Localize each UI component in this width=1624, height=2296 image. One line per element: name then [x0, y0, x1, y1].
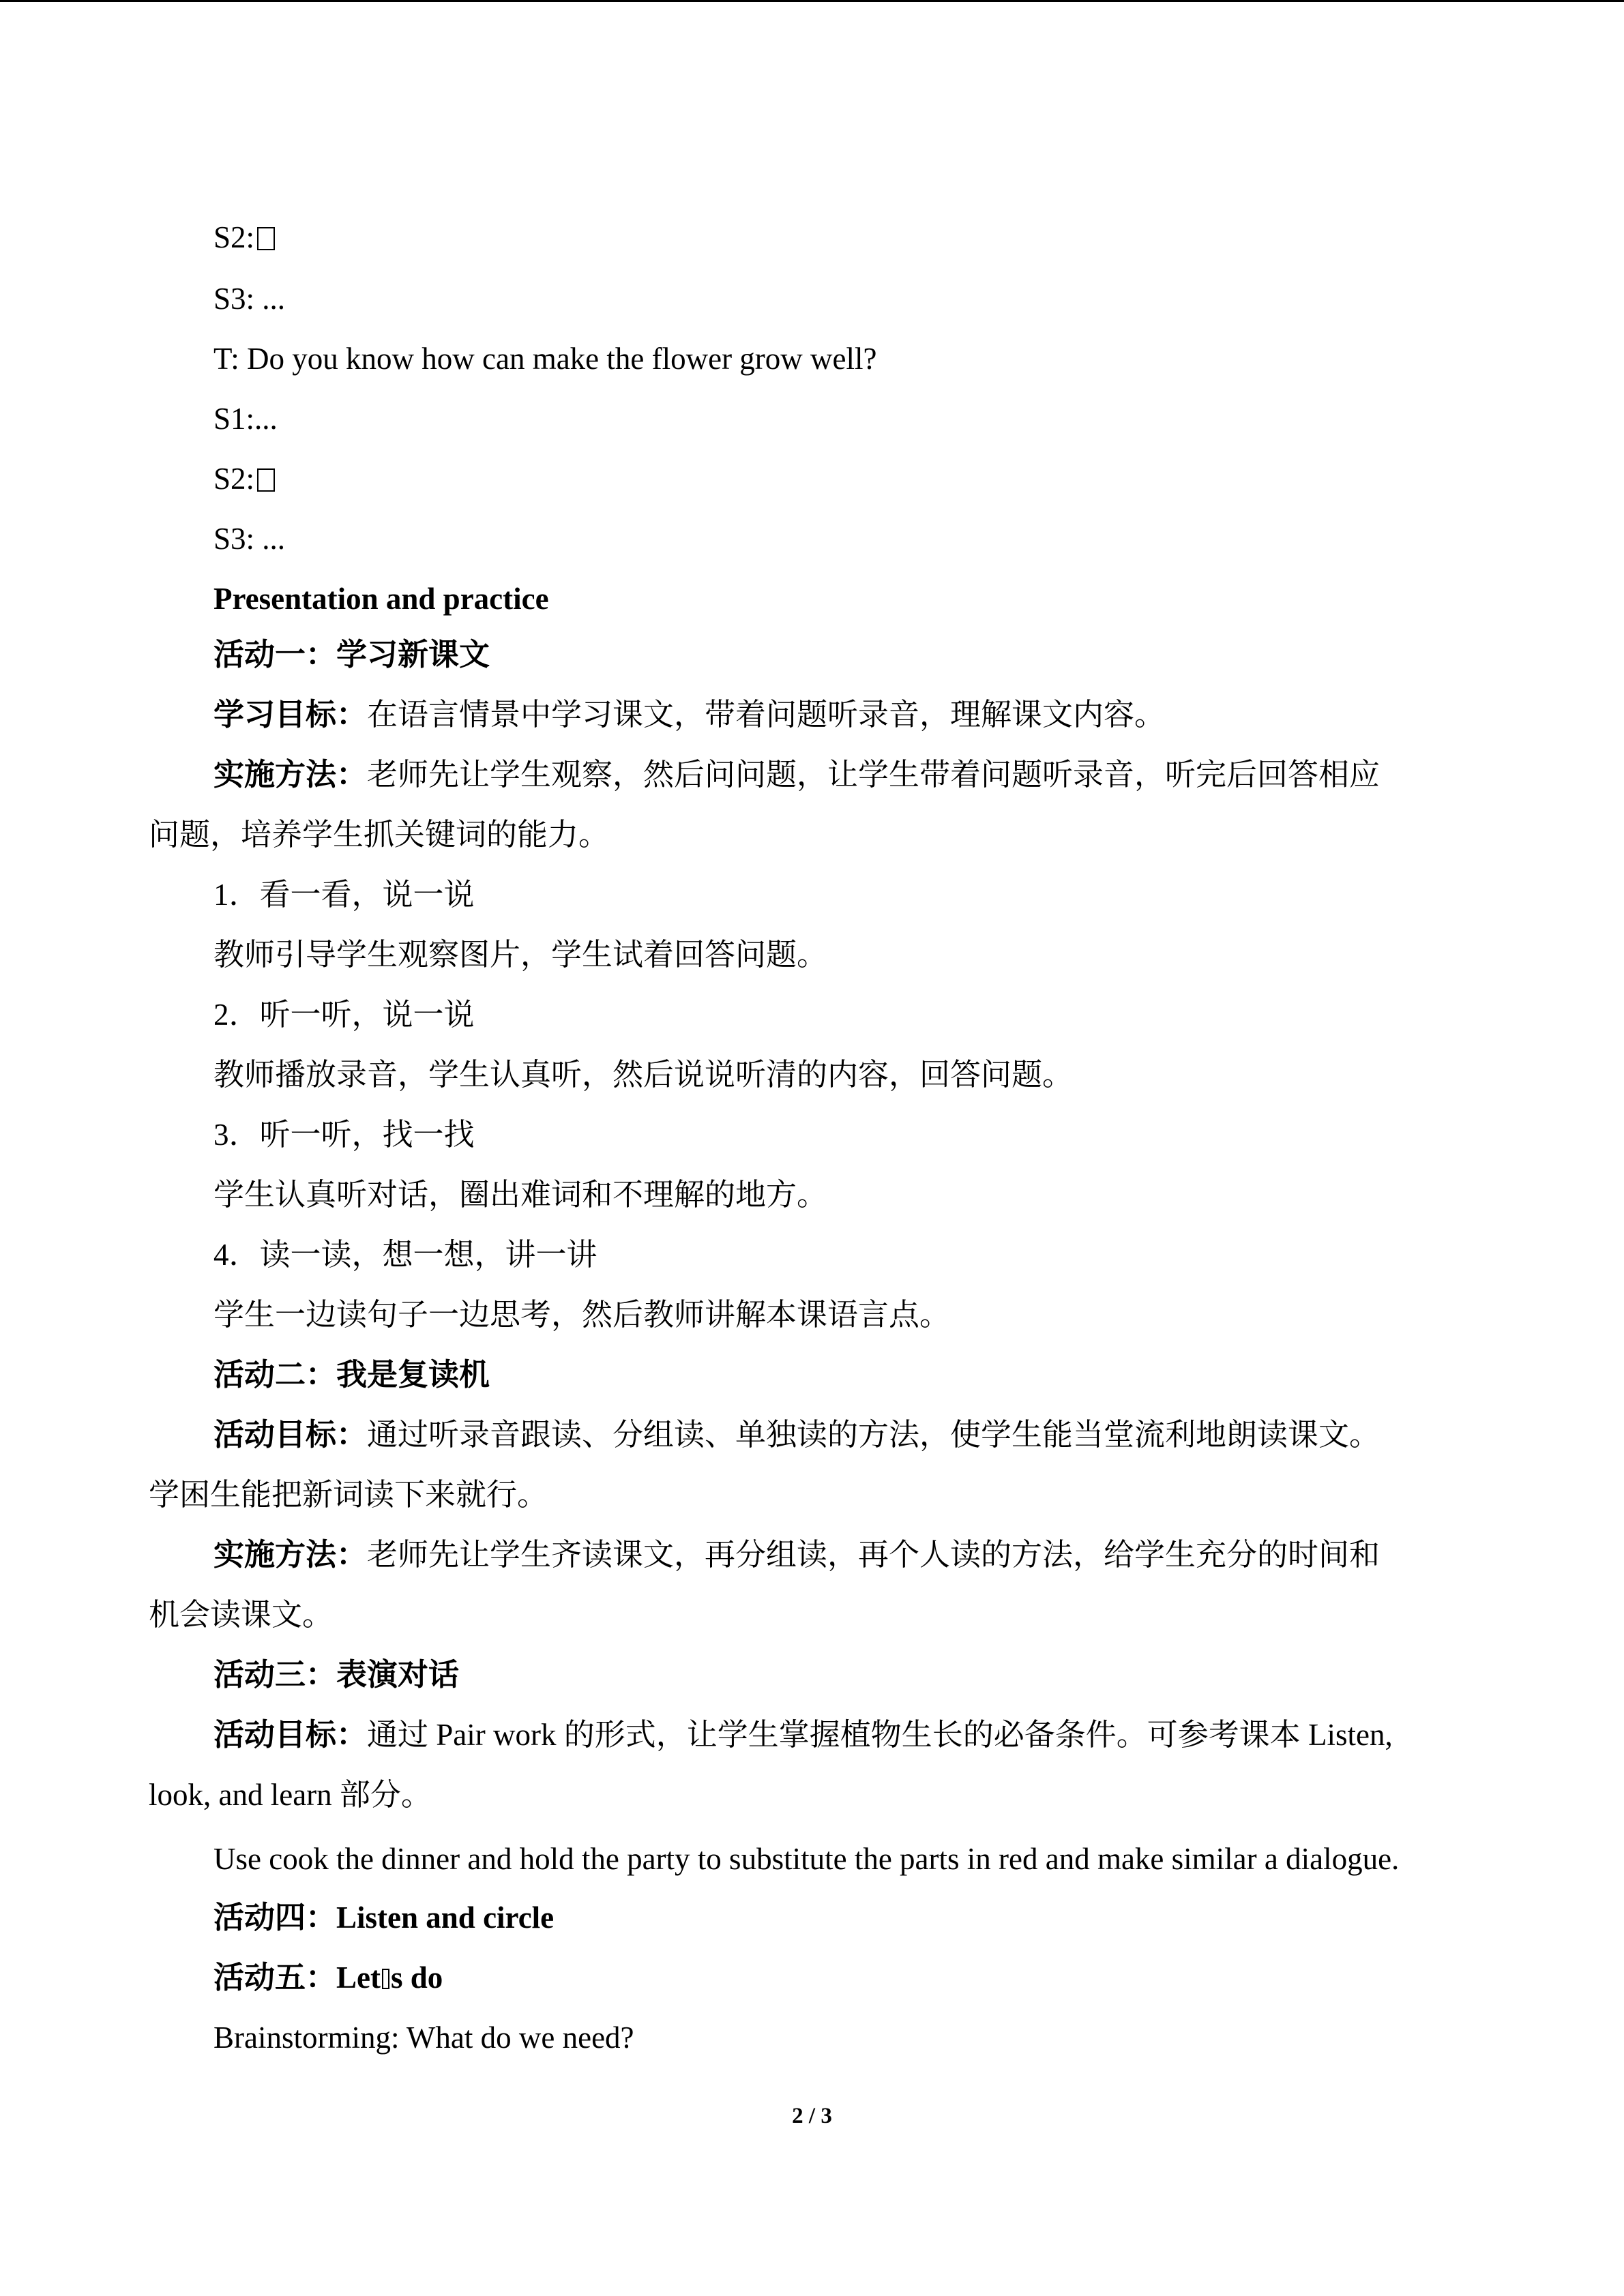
activity-3-goal-cont: look, and learn 部分。	[149, 1778, 432, 1812]
line-s2-b: S2:	[213, 458, 275, 499]
activity-1-method-cont: 问题，培养学生抓关键词的能力。	[149, 818, 610, 852]
line-s2-a: S2:	[213, 217, 275, 258]
line-s3-b: S3: ...	[213, 522, 286, 556]
substitution-instruction: Use cook the dinner and hold the party to substitute the parts in red and make similar a dialogue.	[213, 1842, 1400, 1876]
line-t-question: T: Do you know how can make the flower grow well?	[213, 342, 877, 376]
activity-3-goal: 活动目标：通过 Pair work 的形式，让学生掌握植物生长的必备条件。可参考课本 Listen,	[213, 1718, 1393, 1752]
activity-2-method-cont: 机会读课文。	[149, 1598, 334, 1632]
step-2-title: 2．听一听，说一说	[213, 998, 475, 1032]
brainstorming-line: Brainstorming: What do we need?	[213, 2021, 634, 2055]
activity-5-title: 活动五：Let s do	[213, 1960, 443, 1995]
top-border-line	[0, 0, 1624, 2]
missing-glyph-box-icon	[257, 227, 275, 250]
step-4-title: 4．读一读，想一想，讲一讲	[213, 1238, 597, 1272]
step-3-title: 3．听一听，找一找	[213, 1118, 475, 1152]
activity-1-method: 实施方法：老师先让学生观察，然后问问题，让学生带着问题听录音，听完后回答相应	[213, 758, 1381, 792]
activity-2-goal: 活动目标：通过听录音跟读、分组读、单独读的方法，使学生能当堂流利地朗读课文。	[213, 1418, 1381, 1452]
step-3-desc: 学生认真听对话，圈出难词和不理解的地方。	[213, 1178, 828, 1212]
step-2-desc: 教师播放录音，学生认真听，然后说说听清的内容，回答问题。	[213, 1058, 1074, 1092]
step-1-desc: 教师引导学生观察图片，学生试着回答问题。	[213, 938, 828, 972]
line-s1: S1:...	[213, 402, 278, 436]
step-4-desc: 学生一边读句子一边思考，然后教师讲解本课语言点。	[213, 1298, 951, 1332]
activity-2-method: 实施方法：老师先让学生齐读课文，再分组读，再个人读的方法，给学生充分的时间和	[213, 1538, 1381, 1572]
page-number: 2 / 3	[792, 2104, 832, 2128]
activity-4-title: 活动四：Listen and circle	[213, 1900, 555, 1935]
missing-glyph-box-icon	[382, 1969, 389, 1989]
missing-glyph-box-icon	[257, 468, 275, 492]
step-1-title: 1．看一看，说一说	[213, 878, 475, 912]
section-heading-presentation: Presentation and practice	[213, 582, 549, 616]
activity-1-title: 活动一：学习新课文	[213, 638, 490, 672]
activity-1-goal: 学习目标：在语言情景中学习课文，带着问题听录音，理解课文内容。	[213, 698, 1166, 732]
activity-3-title: 活动三：表演对话	[213, 1658, 460, 1692]
line-s3-a: S3: ...	[213, 282, 286, 316]
activity-2-title: 活动二：我是复读机	[213, 1358, 490, 1392]
activity-2-goal-cont: 学困生能把新词读下来就行。	[149, 1478, 548, 1512]
